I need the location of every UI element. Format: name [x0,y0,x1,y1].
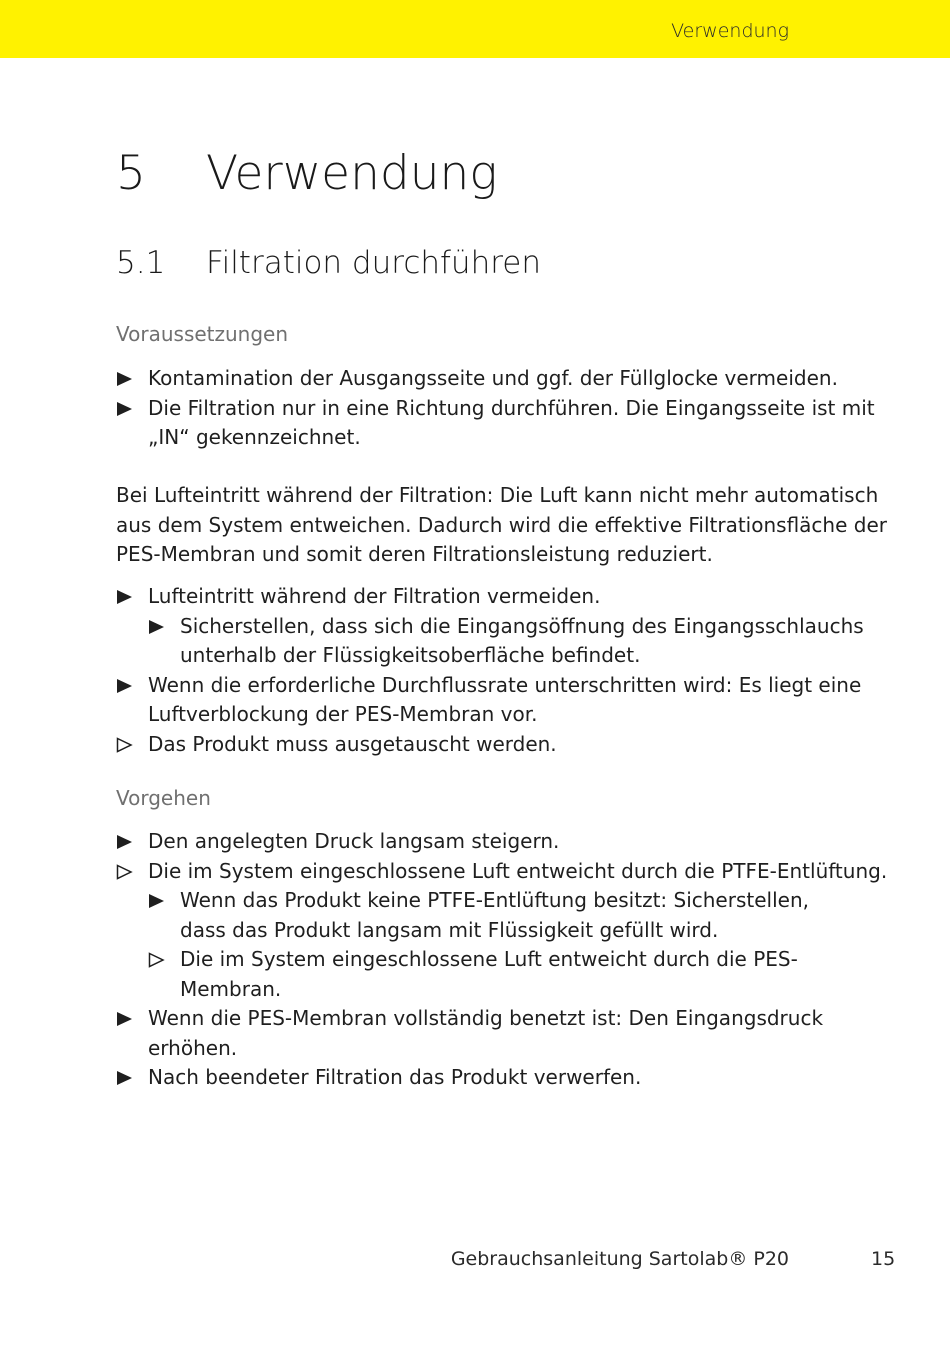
air-steps-list: Lufteintritt während der Filtration vermeiden. Sicherstellen, dass sich die Eingangsöffnung des Eingangsschlauchs unterhalb der Flüssigkeitsoberfläche befindet. Wenn die erforderliche Durchflussrate unterschritten wird: Es liegt eine Luftverblockung der PES-Membran vor. Das Produkt muss ausgetauscht werden. [116,582,896,762]
action-arrow-icon [116,834,133,850]
result-arrow-icon [116,737,133,753]
chapter-number: 5 [116,146,146,201]
chapter-title: Verwendung [206,146,498,201]
footer-document-title: Gebrauchsanleitung Sartolab® P20 [450,1248,789,1270]
action-arrow-icon [116,401,133,417]
running-header-title: Verwendung [671,20,789,42]
result-arrow-icon [148,952,165,968]
action-arrow-icon [116,1011,133,1027]
action-arrow-icon [116,371,133,387]
action-arrow-icon [116,589,133,605]
result-arrow-icon [116,864,133,880]
action-arrow-icon [148,893,165,909]
procedure-steps-list: Den angelegten Druck langsam steigern. Die im System eingeschlossene Luft entweicht durch die PTFE-Entlüftung. Wenn das Produkt keine PTFE-Entlüftung besitzt: Sicherstellen, dass das Produkt langsam mit Flüssigkeit gefüllt wird. Die im System eingeschlossene Luft entweicht durch die PES-Membran. Wenn die PES-Membran vollständig benetzt ist: Den Eingangsdruck erhöhen. Nach beendeter Filtration das Produkt verwerfen. [116,827,896,1097]
section-number: 5.1 [116,245,166,281]
prerequisites-heading: Voraussetzungen [116,322,289,346]
prerequisites-list: Kontamination der Ausgangsseite und ggf. der Füllglocke vermeiden. Die Filtration nur in eine Richtung durchführen. Die Eingangsseite ist mit „IN“ gekennzeichnet. [116,364,896,454]
air-entry-paragraph: Bei Lufteintritt während der Filtration: Die Luft kann nicht mehr automatisch aus dem System entweichen. Dadurch wird die effektive Filtrationsfläche der PES-Membran und somit deren Filtrationsleistung reduziert. [116,483,887,566]
action-arrow-icon [116,678,133,694]
procedure-heading: Vorgehen [116,786,211,810]
action-arrow-icon [116,1070,133,1086]
header-band [0,0,950,58]
page-number: 15 [871,1248,896,1270]
section-title: Filtration durchführen [206,245,542,281]
action-arrow-icon [148,619,165,635]
